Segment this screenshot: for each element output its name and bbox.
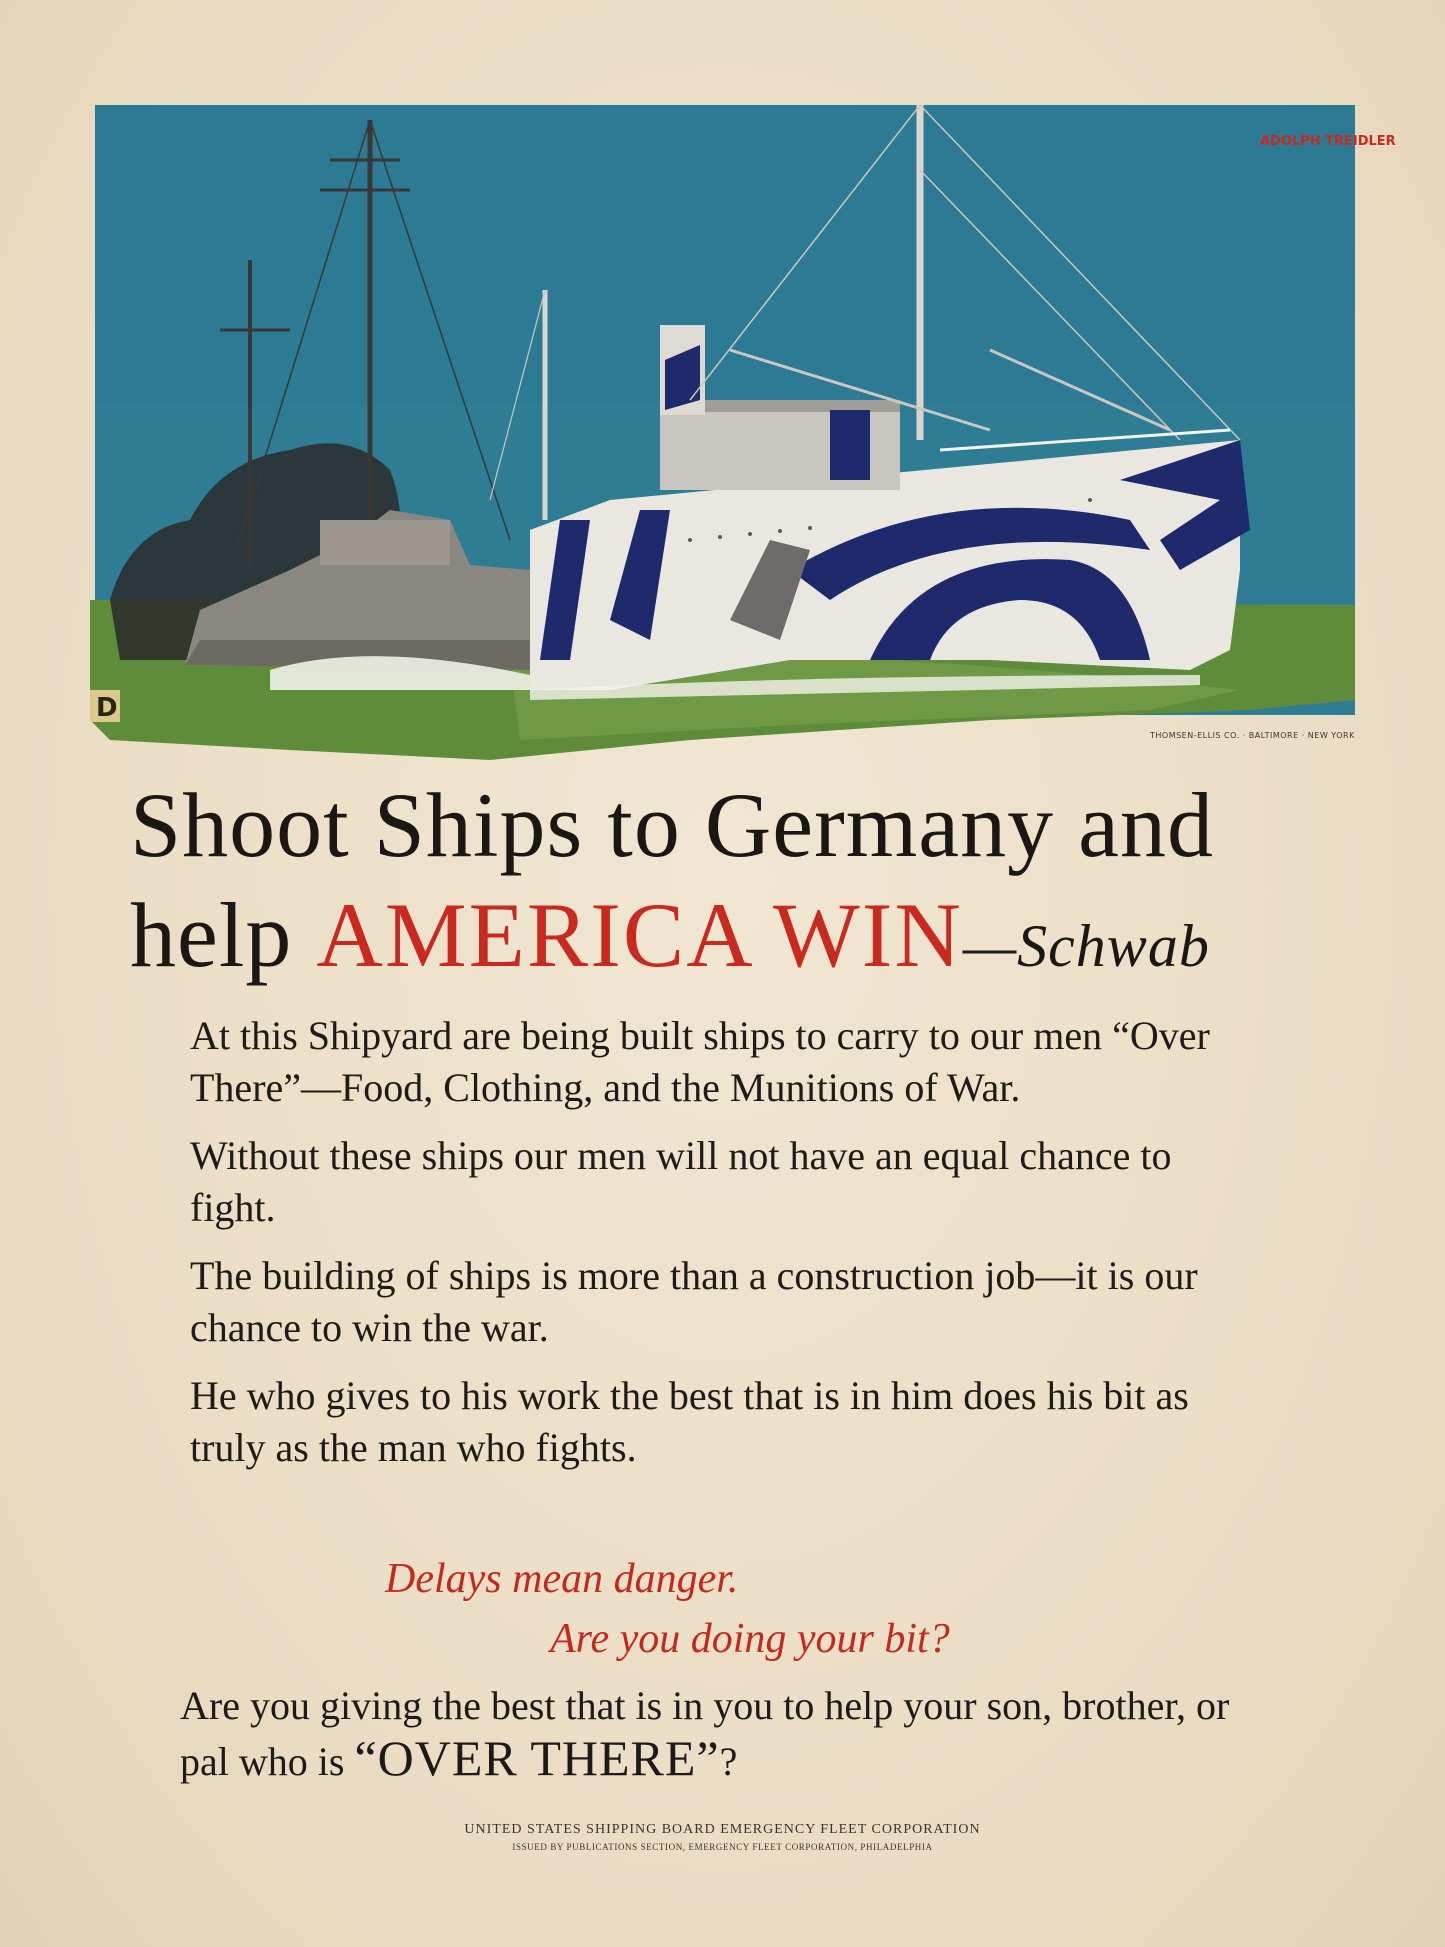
headline (130, 770, 1330, 1001)
paragraph-4: He who gives to his work the best that is in him does his bit as truly as the man who fights. (190, 1373, 1189, 1470)
headline-line-2 (130, 880, 1330, 1001)
headline-line-1: Shoot Ships to Germany and (130, 774, 1214, 876)
headline-america-win: AMERICA WIN (316, 884, 963, 986)
footer-publication: ISSUED BY PUBLICATIONS SECTION, EMERGENCY FLEET CORPORATION, PHILADELPHIA (512, 1842, 933, 1852)
paragraph-2: Without these ships our men will not have an equal chance to fight. (190, 1133, 1172, 1230)
closing-over-there: “OVER THERE” (354, 1730, 720, 1786)
closing-body: Are you giving the best that is in you to help your son, brother, or pal who is (180, 1683, 1230, 1784)
headline-help: help (130, 884, 317, 986)
headline-signature: —Schwab (962, 913, 1210, 979)
corner-monogram-letter: D (96, 693, 118, 723)
ship-illustration (90, 100, 1396, 760)
footer-issuer: UNITED STATES SHIPPING BOARD EMERGENCY FLEET CORPORATION (464, 1822, 981, 1837)
printer-credit: THOMSEN-ELLIS CO. · BALTIMORE · NEW YORK (1150, 731, 1355, 740)
closing-question-mark: ? (719, 1739, 738, 1784)
artist-signature: ADOLPH TREIDLER (1260, 134, 1396, 149)
red-line-doing-bit: Are you doing your bit? (550, 1616, 950, 1662)
red-line-delays: Delays mean danger. (385, 1556, 739, 1602)
closing-text (180, 1680, 1270, 1788)
paragraph-1: At this Shipyard are being built ships to carry to our men “Over There”—Food, Clothing, and the Munitions of War. (190, 1013, 1210, 1110)
paragraph-3: The building of ships is more than a construction job—it is our chance to win the war. (190, 1253, 1198, 1350)
body-text (190, 1010, 1260, 1490)
